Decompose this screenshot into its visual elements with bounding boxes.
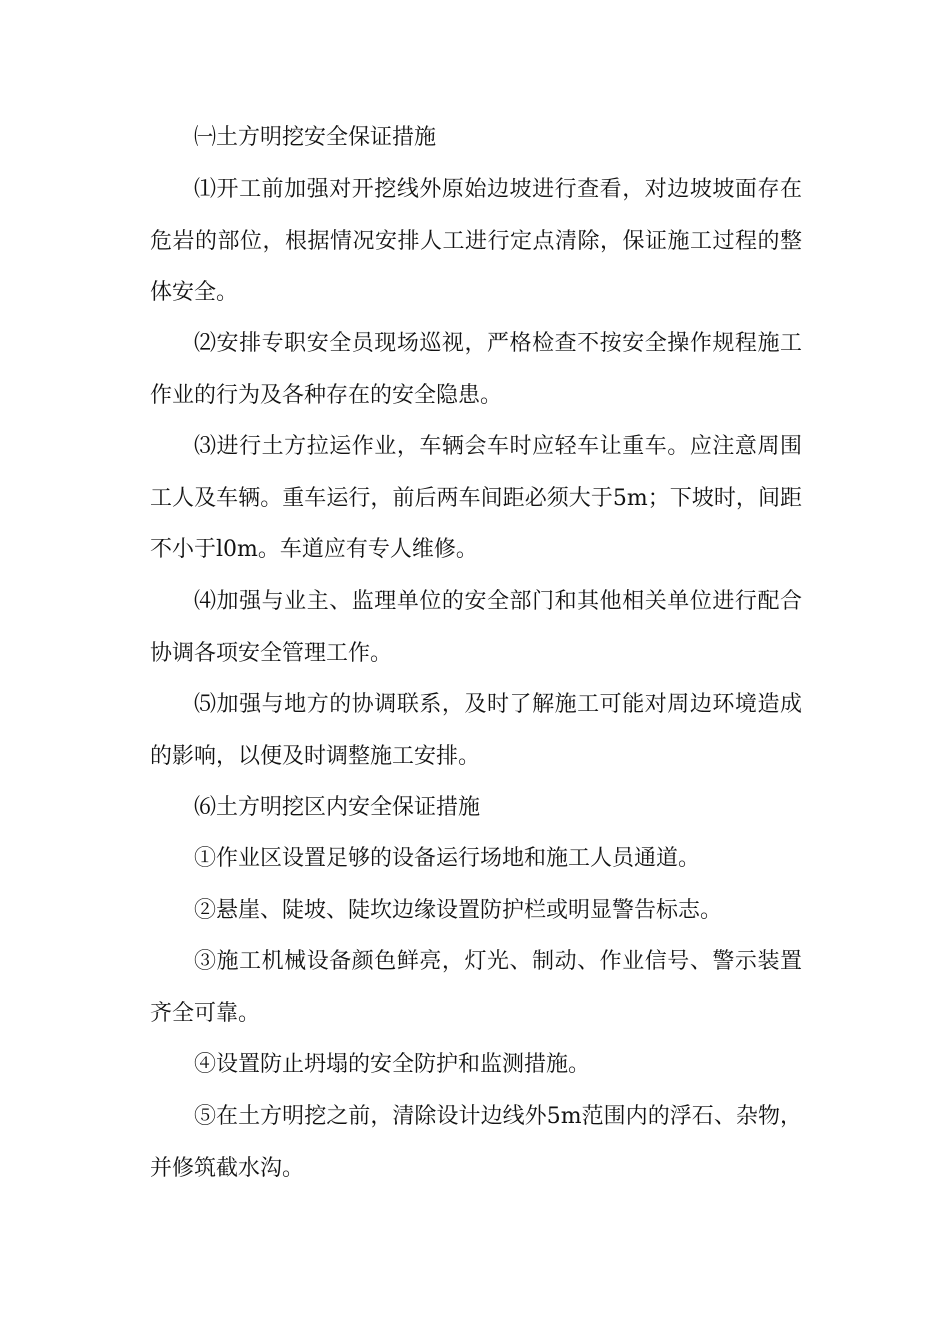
list-item-4: ④设置防止坍塌的安全防护和监测措施。 — [194, 1052, 591, 1077]
section-heading: ㈠土方明挖安全保证措施 — [194, 125, 437, 150]
paragraph-item-2: ⑵安排专职安全员现场巡视，严格检查不按安全操作规程施工作业的行为及各种存在的安全隐患。 — [150, 331, 802, 408]
paragraph-item-5: ⑸加强与地方的协调联系，及时了解施工可能对周边环境造成的影响，以便及时调整施工安排。 — [150, 692, 802, 769]
paragraph-item-3: ⑶进行土方拉运作业，车辆会车时应轻车让重车。应注意周围工人及车辆。重车运行，前后两车间距必须大于5m；下坡时，间距不小于l0m。车道应有专人维修。 — [150, 434, 802, 562]
paragraph-item-4: ⑷加强与业主、监理单位的安全部门和其他相关单位进行配合协调各项安全管理工作。 — [150, 589, 802, 666]
subsection-heading: ⑹土方明挖区内安全保证措施 — [194, 795, 481, 820]
paragraph-item-1: ⑴开工前加强对开挖线外原始边坡进行查看，对边坡坡面存在危岩的部位，根据情况安排人工进行定点清除，保证施工过程的整体安全。 — [150, 177, 802, 305]
list-item-2: ②悬崖、陡坡、陡坎边缘设置防护栏或明显警告标志。 — [194, 898, 723, 923]
list-item-5: ⑤在土方明挖之前，清除设计边线外5m范围内的浮石、杂物，并修筑截水沟。 — [150, 1104, 802, 1181]
list-item-1: ①作业区设置足够的设备运行场地和施工人员通道。 — [194, 846, 701, 871]
list-item-3: ③施工机械设备颜色鲜亮，灯光、制动、作业信号、警示装置齐全可靠。 — [150, 949, 802, 1026]
